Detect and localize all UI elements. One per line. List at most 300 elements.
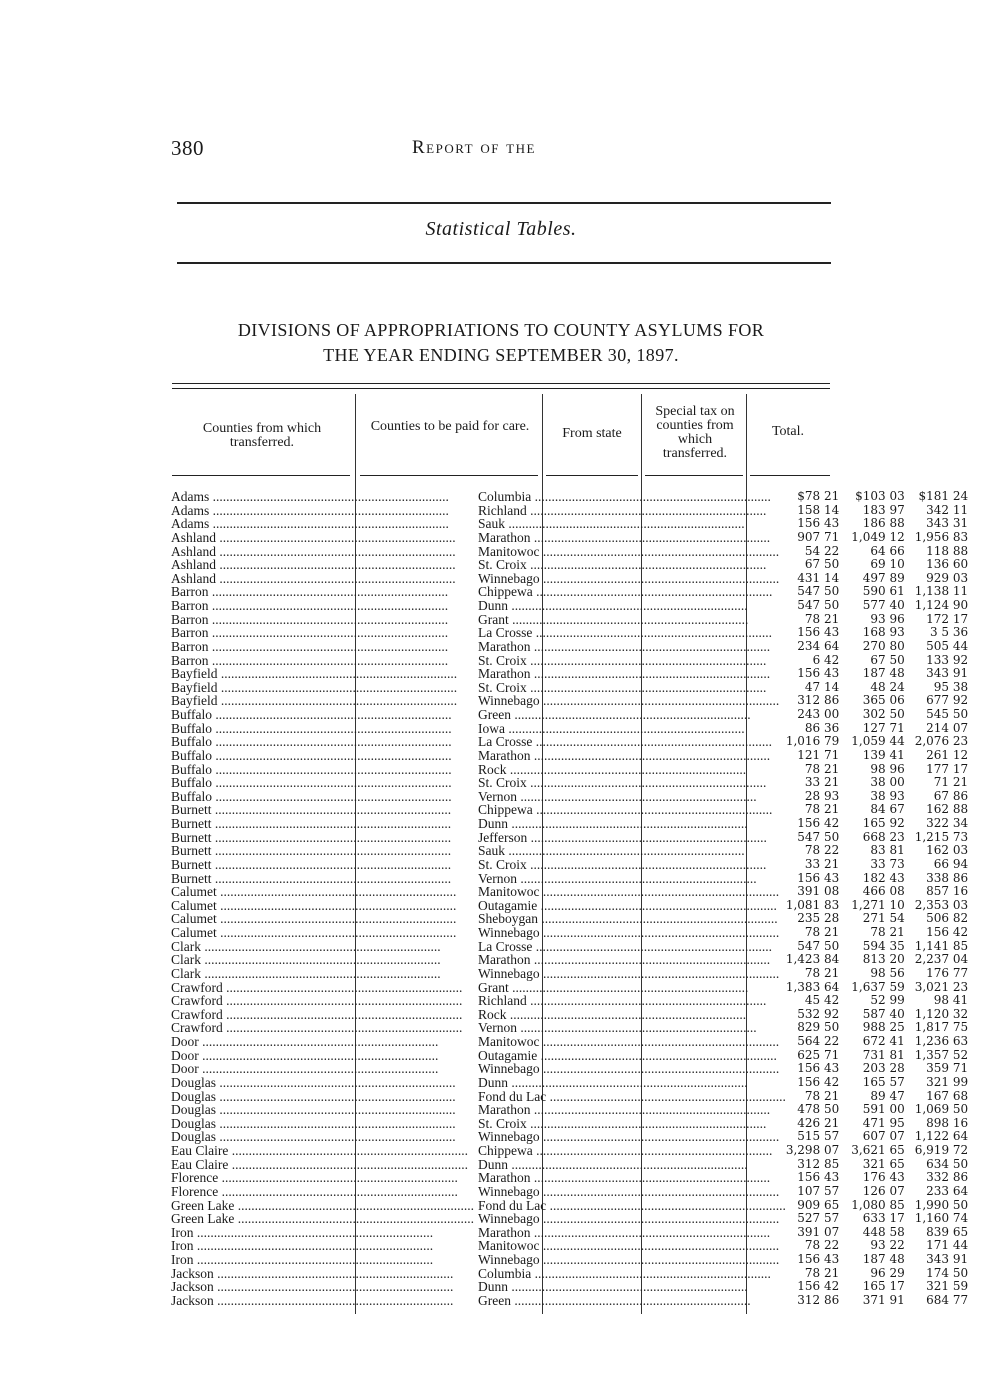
total-cell: 133 92 (926, 652, 969, 667)
table-row (171, 1212, 968, 1226)
total-cell: 321 59 (926, 1279, 969, 1294)
table-row (171, 1076, 968, 1090)
from-state-cell: 156 43 (797, 666, 840, 681)
from-county-cell: Burnett ..... (171, 831, 474, 845)
from-county-cell: Burnett ..... (171, 817, 474, 831)
to-county-cell: Vernon ..... (474, 790, 786, 804)
from-county-cell: Adams ..... (171, 490, 474, 504)
total-cell: 1,236 63 (914, 1034, 969, 1048)
table-row (171, 1144, 968, 1158)
table-top-rule-2 (172, 388, 830, 389)
to-county-cell: Chippewa ..... (474, 1144, 786, 1158)
table-row (171, 640, 968, 654)
header-special-tax: Special tax on counties from which transferred. (655, 404, 735, 461)
special-tax-cell: 607 07 (862, 1129, 905, 1144)
special-tax-cell: 52 99 (870, 993, 905, 1008)
to-county-cell: Richland ..... (474, 504, 786, 518)
to-county-cell: Winnebago ..... (474, 1062, 786, 1076)
special-tax-cell: 48 24 (870, 679, 905, 694)
from-county-cell: Buffalo ..... (171, 708, 474, 722)
total-cell: 343 91 (926, 666, 969, 681)
to-county-cell: Green ..... (474, 1294, 786, 1308)
special-tax-cell: 127 71 (862, 720, 905, 735)
from-county-cell: Iron ..... (171, 1239, 474, 1253)
total-cell: 177 17 (926, 761, 969, 776)
total-cell: 343 91 (926, 1252, 969, 1266)
total-cell: 332 86 (926, 1170, 969, 1185)
table-row (171, 912, 968, 926)
special-tax-cell: 813 20 (862, 952, 905, 967)
from-county-cell: Buffalo ..... (171, 722, 474, 736)
running-head: Report of the (412, 137, 536, 158)
from-state-cell: 312 85 (797, 1156, 840, 1171)
table-row (171, 613, 968, 627)
total-cell: 1,817 75 (914, 1020, 969, 1035)
from-county-cell: Calumet ..... (171, 885, 474, 899)
from-county-cell: Barron ..... (171, 654, 474, 668)
table-row (171, 667, 968, 681)
to-county-cell: Dunn ..... (474, 1280, 786, 1294)
from-state-cell: 78 21 (804, 761, 840, 776)
special-tax-cell: 98 96 (870, 761, 905, 776)
from-county-cell: Douglas ..... (171, 1090, 474, 1104)
to-county-cell: Sauk ..... (474, 517, 786, 531)
to-county-cell: Columbia ..... (474, 1267, 786, 1281)
from-state-cell: 564 22 (797, 1034, 840, 1048)
to-county-cell: Winnebago ..... (474, 1253, 786, 1267)
from-county-cell: Ashland ..... (171, 572, 474, 586)
to-county-cell: Sheboygan ..... (474, 912, 786, 926)
special-tax-cell: 67 50 (870, 652, 905, 667)
appropriations-table (171, 490, 968, 1308)
from-county-cell: Florence ..... (171, 1185, 474, 1199)
to-county-cell: Winnebago ..... (474, 1185, 786, 1199)
from-state-cell: 33 21 (804, 856, 840, 871)
from-county-cell: Buffalo ..... (171, 749, 474, 763)
to-county-cell: Winnebago ..... (474, 967, 786, 981)
special-tax-cell: 38 93 (870, 788, 905, 803)
special-tax-cell: 321 65 (862, 1156, 905, 1171)
from-county-cell: Barron ..... (171, 613, 474, 627)
to-county-cell: Grant ..... (474, 613, 786, 627)
special-tax-cell: 1,637 59 (851, 979, 905, 994)
from-state-cell: 78 22 (804, 1238, 840, 1253)
table-row (171, 694, 968, 708)
total-cell: 684 77 (926, 1292, 969, 1307)
to-county-cell: Dunn ..... (474, 1158, 786, 1172)
table-row (171, 926, 968, 940)
to-county-cell: Marathon ..... (474, 667, 786, 681)
table-row (171, 722, 968, 736)
to-county-cell: St. Croix ..... (474, 858, 786, 872)
special-tax-cell: 668 23 (862, 829, 905, 844)
from-state-cell: 515 57 (797, 1129, 840, 1144)
from-county-cell: Crawford ..... (171, 994, 474, 1008)
from-county-cell: Ashland ..... (171, 531, 474, 545)
from-county-cell: Green Lake ..... (171, 1199, 474, 1213)
to-county-cell: St. Croix ..... (474, 776, 786, 790)
from-state-cell: 67 50 (804, 557, 840, 572)
from-state-cell: 158 14 (797, 502, 840, 517)
special-tax-cell: 594 35 (862, 938, 905, 953)
total-cell: 1,124 90 (914, 598, 969, 612)
header-to-county: Counties to be paid for care. (370, 419, 530, 434)
special-tax-cell: 98 56 (870, 965, 905, 980)
to-county-cell: Marathon ..... (474, 749, 786, 763)
to-county-cell: Dunn ..... (474, 1076, 786, 1090)
special-tax-cell: 270 80 (862, 638, 905, 653)
from-state-cell: 47 14 (804, 679, 840, 694)
special-tax-cell: 187 48 (862, 666, 905, 681)
to-county-cell: Fond du Lac ..... (474, 1090, 786, 1104)
header-from-county: Counties from which transferred. (202, 421, 322, 450)
table-row (171, 572, 968, 586)
total-cell: 172 17 (926, 611, 969, 626)
total-cell: 214 07 (926, 720, 969, 735)
from-county-cell: Eau Claire ..... (171, 1158, 474, 1172)
total-cell: 233 64 (926, 1183, 969, 1198)
table-row (171, 1062, 968, 1076)
table-row (171, 831, 968, 845)
from-state-cell: 156 43 (797, 870, 840, 885)
header-from-state: From state (562, 426, 622, 441)
total-cell: 71 21 (933, 775, 969, 790)
total-cell: 1,069 50 (914, 1102, 969, 1117)
total-cell: 167 68 (926, 1088, 969, 1103)
from-state-cell: 1,081 83 (785, 897, 840, 912)
table-row (171, 940, 968, 954)
special-tax-cell: 731 81 (862, 1047, 905, 1062)
special-tax-cell: 165 17 (862, 1279, 905, 1294)
special-tax-cell: 587 40 (862, 1006, 905, 1021)
table-row (171, 872, 968, 886)
special-tax-cell: 1,049 12 (851, 529, 905, 544)
to-county-cell: Rock ..... (474, 1008, 786, 1022)
total-cell: 66 94 (933, 856, 969, 871)
table-row (171, 817, 968, 831)
to-county-cell: Columbia ..... (474, 490, 786, 504)
table-row (171, 953, 968, 967)
from-county-cell: Douglas ..... (171, 1103, 474, 1117)
from-county-cell: Door ..... (171, 1062, 474, 1076)
table-row (171, 1130, 968, 1144)
from-county-cell: Bayfield ..... (171, 694, 474, 708)
to-county-cell: St. Croix ..... (474, 1117, 786, 1131)
table-row (171, 681, 968, 695)
from-county-cell: Calumet ..... (171, 926, 474, 940)
from-county-cell: Calumet ..... (171, 912, 474, 926)
from-state-cell: 6 42 (812, 652, 840, 667)
special-tax-cell: 38 00 (870, 775, 905, 790)
to-county-cell: Sauk ..... (474, 844, 786, 858)
table-row (171, 599, 968, 613)
total-cell: 261 12 (926, 747, 969, 762)
to-county-cell: Marathon ..... (474, 1171, 786, 1185)
table-row (171, 735, 968, 749)
special-tax-cell: 672 41 (862, 1034, 905, 1048)
from-county-cell: Buffalo ..... (171, 735, 474, 749)
table-row (171, 1049, 968, 1063)
table-row (171, 1185, 968, 1199)
total-cell: 156 42 (926, 925, 969, 939)
to-county-cell: Winnebago ..... (474, 926, 786, 940)
special-tax-cell: 633 17 (862, 1211, 905, 1226)
from-county-cell: Douglas ..... (171, 1130, 474, 1144)
total-cell: 98 41 (933, 993, 969, 1008)
from-county-cell: Douglas ..... (171, 1117, 474, 1131)
to-county-cell: Vernon ..... (474, 1021, 786, 1035)
table-row (171, 558, 968, 572)
table-row (171, 1253, 968, 1267)
from-state-cell: 909 65 (797, 1197, 840, 1212)
to-county-cell: Marathon ..... (474, 531, 786, 545)
from-county-cell: Green Lake ..... (171, 1212, 474, 1226)
special-tax-cell: 64 66 (870, 543, 905, 558)
table-row (171, 545, 968, 559)
from-state-cell: 1,383 64 (785, 979, 840, 994)
table-row (171, 790, 968, 804)
table-row (171, 654, 968, 668)
special-tax-cell: 497 89 (862, 570, 905, 585)
special-tax-cell: 271 54 (862, 911, 905, 926)
header-rule (360, 475, 538, 476)
total-cell: 839 65 (926, 1224, 969, 1239)
special-tax-cell: 577 40 (862, 598, 905, 612)
table-row (171, 1171, 968, 1185)
from-state-cell: 156 43 (797, 1061, 840, 1076)
from-state-cell: 78 21 (804, 925, 840, 939)
table-row (171, 1294, 968, 1308)
table-row (171, 967, 968, 981)
from-county-cell: Buffalo ..... (171, 776, 474, 790)
special-tax-cell: 471 95 (862, 1115, 905, 1130)
table-row (171, 899, 968, 913)
table-row (171, 844, 968, 858)
from-county-cell: Buffalo ..... (171, 763, 474, 777)
special-tax-cell: 139 41 (862, 747, 905, 762)
from-county-cell: Barron ..... (171, 599, 474, 613)
total-cell: 677 92 (926, 693, 969, 708)
header-total: Total. (771, 424, 805, 439)
from-county-cell: Burnett ..... (171, 803, 474, 817)
special-tax-cell: 3,621 65 (851, 1143, 905, 1157)
from-county-cell: Bayfield ..... (171, 681, 474, 695)
to-county-cell: St. Croix ..... (474, 558, 786, 572)
from-county-cell: Crawford ..... (171, 981, 474, 995)
to-county-cell: Grant ..... (474, 981, 786, 995)
table-row (171, 981, 968, 995)
total-cell: 174 50 (926, 1265, 969, 1280)
special-tax-cell: 448 58 (862, 1224, 905, 1239)
from-state-cell: 1,423 84 (785, 952, 840, 967)
from-county-cell: Florence ..... (171, 1171, 474, 1185)
total-cell: 1,120 32 (914, 1006, 969, 1021)
to-county-cell: La Crosse ..... (474, 735, 786, 749)
total-cell: 1,956 83 (914, 529, 969, 544)
table-row (171, 1199, 968, 1213)
from-state-cell: 121 71 (797, 747, 840, 762)
total-cell: 2,237 04 (914, 952, 969, 967)
to-county-cell: Rock ..... (474, 763, 786, 777)
table-row (171, 1035, 968, 1049)
from-county-cell: Crawford ..... (171, 1021, 474, 1035)
table-row (171, 708, 968, 722)
header-rule (645, 475, 743, 476)
from-county-cell: Douglas ..... (171, 1076, 474, 1090)
to-county-cell: Outagamie ..... (474, 1049, 786, 1063)
table-row (171, 1239, 968, 1253)
from-state-cell: 156 42 (797, 1279, 840, 1294)
to-county-cell: La Crosse ..... (474, 626, 786, 640)
from-county-cell: Barron ..... (171, 585, 474, 599)
special-tax-cell: 126 07 (862, 1183, 905, 1198)
from-state-cell: 78 21 (804, 965, 840, 980)
from-state-cell: 156 43 (797, 1252, 840, 1266)
from-state-cell: 28 93 (804, 788, 840, 803)
from-state-cell: 478 50 (797, 1102, 840, 1117)
to-county-cell: Winnebago ..... (474, 572, 786, 586)
table-row (171, 585, 968, 599)
special-tax-cell: 183 97 (862, 502, 905, 517)
table-row (171, 1117, 968, 1131)
from-state-cell: 829 50 (797, 1020, 840, 1035)
to-county-cell: Chippewa ..... (474, 803, 786, 817)
to-county-cell: Manitowoc ..... (474, 1035, 786, 1049)
special-tax-cell: 187 48 (862, 1252, 905, 1266)
table-row (171, 763, 968, 777)
table-row (171, 531, 968, 545)
to-county-cell: Fond du Lac ..... (474, 1199, 786, 1213)
from-county-cell: Crawford ..... (171, 1008, 474, 1022)
table-row (171, 858, 968, 872)
table-row (171, 749, 968, 763)
section-heading: Statistical Tables. (425, 218, 577, 240)
special-tax-cell: 168 93 (862, 625, 905, 640)
from-county-cell: Adams ..... (171, 517, 474, 531)
to-county-cell: Chippewa ..... (474, 585, 786, 599)
special-tax-cell: 89 47 (870, 1088, 905, 1103)
from-county-cell: Barron ..... (171, 640, 474, 654)
total-cell: 634 50 (926, 1156, 969, 1171)
table-row (171, 994, 968, 1008)
from-state-cell: 156 42 (797, 1074, 840, 1089)
from-county-cell: Ashland ..... (171, 545, 474, 559)
total-cell: 343 31 (926, 516, 969, 531)
total-cell: 162 03 (926, 843, 969, 858)
from-state-cell: 312 86 (797, 1292, 840, 1307)
table-row (171, 1158, 968, 1172)
table-title-line-2: THE YEAR ENDING SEPTEMBER 30, 1897. (323, 345, 679, 365)
from-state-cell: 625 71 (797, 1047, 840, 1062)
special-tax-cell: 466 08 (862, 884, 905, 899)
table-row (171, 803, 968, 817)
total-cell: 136 60 (926, 557, 969, 572)
special-tax-cell: 165 92 (862, 816, 905, 830)
from-state-cell: 78 21 (804, 1088, 840, 1103)
from-state-cell: 426 21 (797, 1115, 840, 1130)
from-county-cell: Iron ..... (171, 1226, 474, 1240)
from-state-cell: 243 00 (797, 707, 840, 721)
total-cell: 505 44 (926, 638, 969, 653)
total-cell: 929 03 (926, 570, 969, 585)
special-tax-cell: 69 10 (870, 557, 905, 572)
from-state-cell: 235 28 (797, 911, 840, 926)
from-state-cell: 156 42 (797, 816, 840, 830)
from-state-cell: 156 43 (797, 625, 840, 640)
special-tax-cell: 365 06 (862, 693, 905, 708)
special-tax-cell: 591 00 (862, 1102, 905, 1117)
to-county-cell: Dunn ..... (474, 817, 786, 831)
table-row (171, 776, 968, 790)
special-tax-cell: $103 03 (855, 489, 905, 503)
table-row (171, 490, 968, 504)
total-cell: 2,353 03 (914, 897, 969, 912)
special-tax-cell: 1,059 44 (851, 734, 905, 749)
from-county-cell: Burnett ..... (171, 858, 474, 872)
table-body (171, 490, 968, 1308)
page-number: 380 (171, 136, 204, 160)
to-county-cell: Outagamie ..... (474, 899, 786, 913)
from-state-cell: 547 50 (797, 598, 840, 612)
to-county-cell: Marathon ..... (474, 640, 786, 654)
from-state-cell: 45 42 (804, 993, 840, 1008)
from-state-cell: 107 57 (797, 1183, 840, 1198)
total-cell: 3 5 36 (929, 625, 969, 640)
to-county-cell: Marathon ..... (474, 1103, 786, 1117)
from-county-cell: Ashland ..... (171, 558, 474, 572)
header-rule (750, 475, 830, 476)
from-state-cell: 391 07 (797, 1224, 840, 1239)
to-county-cell: Winnebago ..... (474, 694, 786, 708)
from-county-cell: Jackson ..... (171, 1267, 474, 1281)
special-tax-cell: 302 50 (862, 707, 905, 721)
from-state-cell: 33 21 (804, 775, 840, 790)
total-cell: 359 71 (926, 1061, 969, 1076)
to-county-cell: Manitowoc ..... (474, 885, 786, 899)
total-cell: 6,919 72 (914, 1143, 969, 1157)
table-title (172, 318, 830, 368)
total-cell: 1,141 85 (914, 938, 969, 953)
header-rule (546, 475, 638, 476)
to-county-cell: St. Croix ..... (474, 654, 786, 668)
from-county-cell: Jackson ..... (171, 1280, 474, 1294)
from-state-cell: 547 50 (797, 829, 840, 844)
table-row (171, 1226, 968, 1240)
from-county-cell: Clark ..... (171, 953, 474, 967)
total-cell: 322 34 (926, 816, 969, 830)
from-state-cell: 78 22 (804, 843, 840, 858)
to-county-cell: Vernon ..... (474, 872, 786, 886)
from-state-cell: 78 21 (804, 611, 840, 626)
from-county-cell: Adams ..... (171, 504, 474, 518)
special-tax-cell: 93 96 (870, 611, 905, 626)
total-cell: 176 77 (926, 965, 969, 980)
from-state-cell: 78 21 (804, 802, 840, 817)
from-county-cell: Clark ..... (171, 940, 474, 954)
to-county-cell: Winnebago ..... (474, 1212, 786, 1226)
special-tax-cell: 176 43 (862, 1170, 905, 1185)
special-tax-cell: 93 22 (870, 1238, 905, 1253)
total-cell: 1,990 50 (914, 1197, 969, 1212)
table-row (171, 1021, 968, 1035)
from-state-cell: 78 21 (804, 1265, 840, 1280)
from-state-cell: 54 22 (804, 543, 840, 558)
from-state-cell: 1,016 79 (785, 734, 840, 749)
from-county-cell: Eau Claire ..... (171, 1144, 474, 1158)
from-county-cell: Clark ..... (171, 967, 474, 981)
special-tax-cell: 1,271 10 (851, 897, 905, 912)
table-row (171, 626, 968, 640)
